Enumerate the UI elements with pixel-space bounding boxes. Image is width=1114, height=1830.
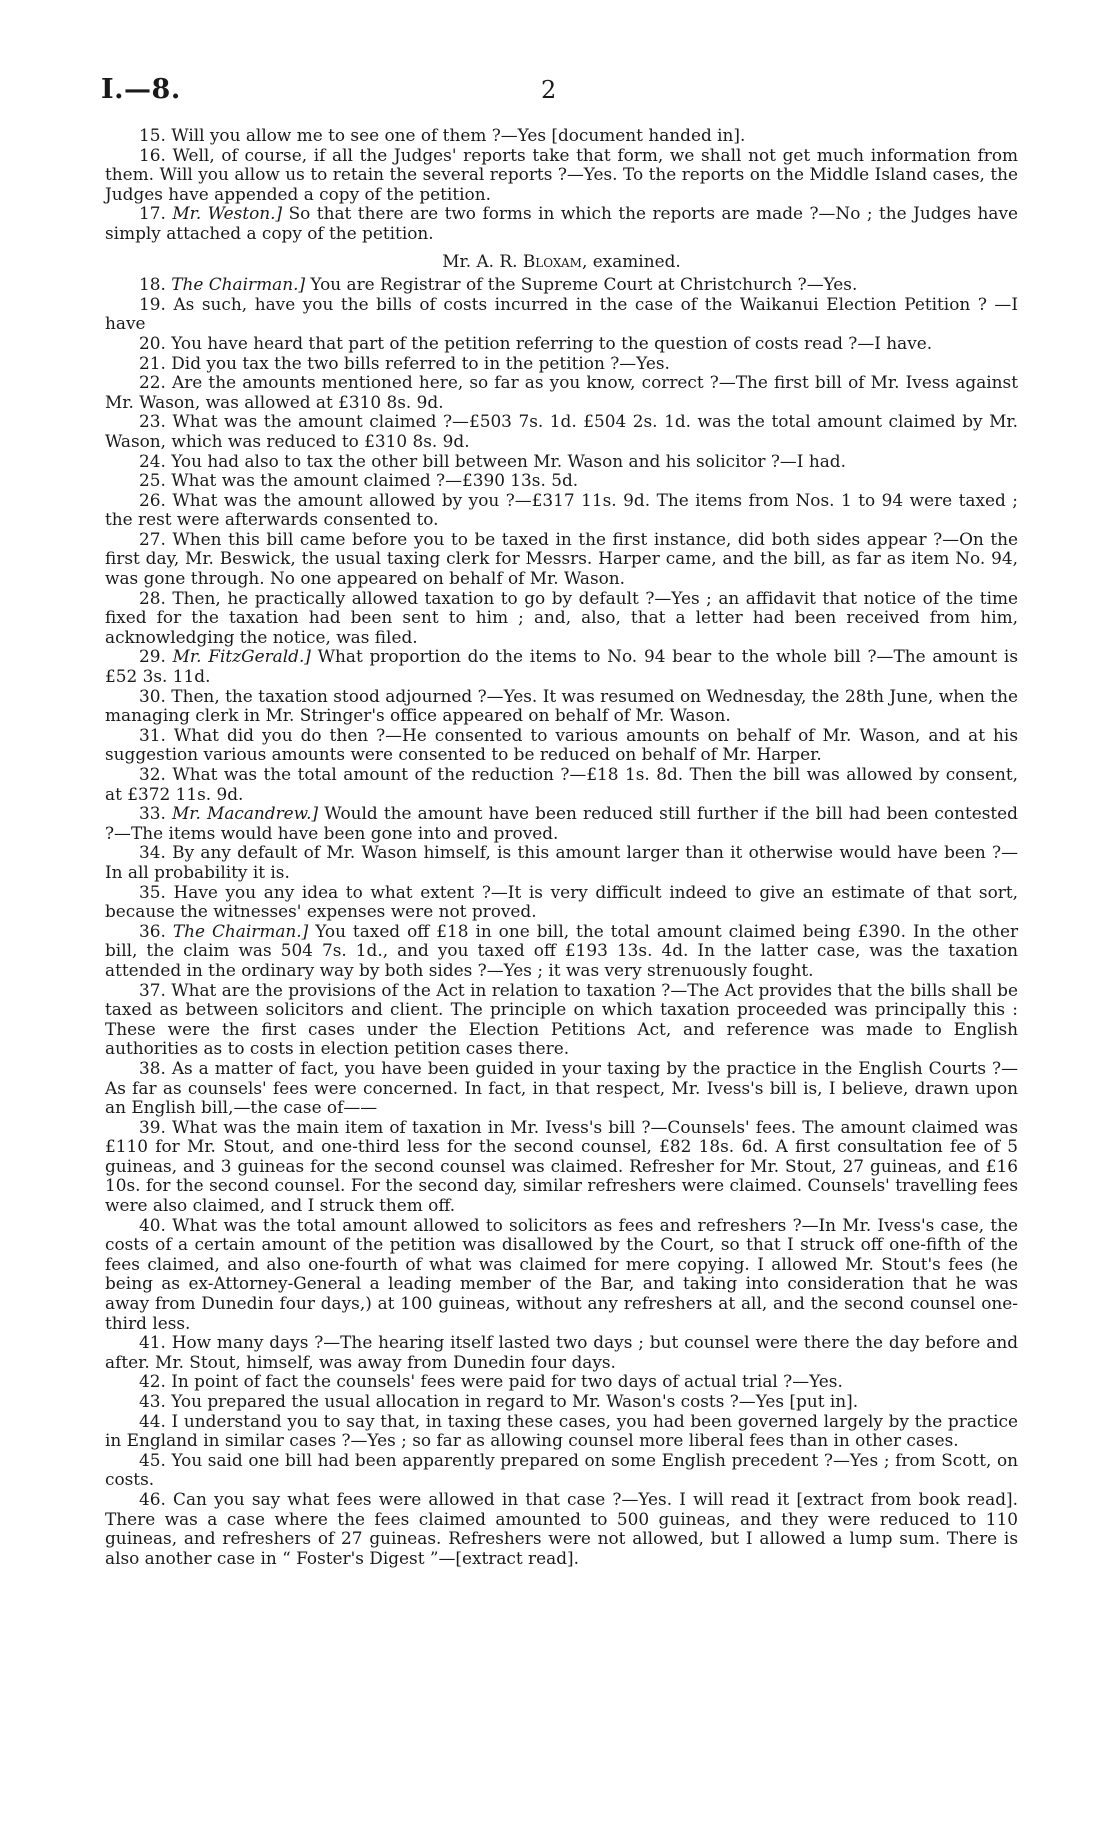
question-paragraph	[105, 981, 1018, 1059]
question-number: 18.	[139, 274, 166, 295]
question-paragraph	[105, 1118, 1018, 1216]
page-number: 2	[541, 76, 557, 104]
question-text: I understand you to say that, in taxing these cases, you had been governed largely by the practice in England in similar cases ?—Yes ; so far as allowing counsel more liberal fees than in other cases.	[105, 1410, 1018, 1451]
question-paragraph	[105, 491, 1018, 530]
examined-label: , examined.	[581, 250, 681, 271]
question-number: 41.	[139, 1332, 166, 1353]
question-number: 40.	[139, 1214, 166, 1235]
question-number: 43.	[139, 1391, 166, 1411]
question-paragraph	[105, 1059, 1018, 1118]
question-paragraph	[105, 726, 1018, 765]
question-number: 23.	[139, 411, 166, 432]
paper-reference: I.—8.	[101, 74, 181, 105]
question-text: What proportion do the items to No. 94 bear to the whole bill ?—The amount is £52 3s. 11d.	[105, 646, 1018, 687]
question-list-top	[105, 126, 1018, 244]
question-number: 16.	[139, 144, 166, 165]
question-paragraph	[105, 589, 1018, 648]
question-number: 33.	[139, 803, 166, 824]
question-number: 20.	[139, 332, 166, 353]
question-text: Would the amount have been reduced still further if the bill had been contested ?—The items would have been gone into and proved.	[105, 803, 1018, 843]
speaker-name: The Chairman.]	[172, 920, 309, 941]
question-paragraph	[105, 471, 1018, 491]
question-text: You taxed off £18 in one bill, the total amount claimed being £390. In the other bill, the claim was 504 7s. 1d., and you taxed off £193 13s. 4d. In the latter case, was the taxation attended in the ordinary way by both sides ?—Yes ; it was very strenuously fought.	[105, 920, 1019, 980]
question-paragraph	[105, 647, 1018, 686]
question-paragraph	[105, 204, 1018, 243]
question-paragraph	[105, 412, 1018, 451]
examination-heading	[105, 252, 1018, 272]
question-number: 26.	[139, 489, 166, 510]
question-number: 39.	[139, 1116, 166, 1137]
question-number: 22.	[139, 372, 166, 393]
question-text: What was the total amount allowed to solicitors as fees and refreshers ?—In Mr. Ivess's case, the costs of a certain amount of the petition was disallowed by the Court, so that I struck off one-fifth of the fees claimed, and also one-fourth of what was claimed for mere copying. I allowed Mr. Stout's fees (he being as ex-Attorney-General a leading member of the Bar, and taking into consideration that he was away from Dunedin four days,) at 100 guineas, without any refreshers at all, and the second counsel one-third less.	[105, 1214, 1018, 1333]
question-paragraph	[105, 334, 1018, 354]
question-text: As such, have you the bills of costs incurred in the case of the Waikanui Election Petition ? —I have	[105, 293, 1018, 334]
question-text: Then, he practically allowed taxation to go by default ?—Yes ; an affidavit that notice of the time fixed for the taxation had been sent to him ; and, also, that a letter had been received from him, acknowledging the notice, was filed.	[105, 587, 1018, 647]
question-text: Then, the taxation stood adjourned ?—Yes. It was resumed on Wednesday, the 28th June, when the managing clerk in Mr. Stringer's office appeared on behalf of Mr. Wason.	[105, 685, 1018, 726]
question-number: 17.	[139, 203, 166, 224]
question-paragraph	[105, 843, 1018, 882]
document-body	[105, 126, 1018, 1568]
question-paragraph	[105, 922, 1018, 981]
question-paragraph	[105, 1412, 1018, 1451]
question-paragraph	[105, 530, 1018, 589]
question-text: What was the main item of taxation in Mr. Ivess's bill ?—Counsels' fees. The amount claimed was £110 for Mr. Stout, and one-third less for the second counsel, £82 18s. 6d. A first consultation fee of 5 guineas, and 3 guineas for the second counsel was claimed. Refresher for Mr. Stout, 27 guineas, and £16 10s. for the second counsel. For the second day, similar refreshers were claimed. Counsels' travelling fees were also claimed, and I struck them off.	[105, 1116, 1019, 1216]
question-number: 29.	[139, 646, 166, 667]
speaker-name: The Chairman.]	[171, 274, 306, 295]
question-text: You have heard that part of the petition referring to the question of costs read ?—I have.	[171, 332, 933, 353]
question-paragraph	[105, 1451, 1018, 1490]
question-paragraph	[105, 452, 1018, 472]
question-text: What was the amount allowed by you ?—£317 11s. 9d. The items from Nos. 1 to 94 were taxed ; the rest were afterwards consented to.	[105, 489, 1018, 530]
question-number: 24.	[139, 450, 166, 471]
question-text: Can you say what fees were allowed in that case ?—Yes. I will read it [extract from book read]. There was a case where the fees claimed amounted to 500 guineas, and they were reduced to 110 guineas, and refreshers of 27 guineas. Refreshers were not allowed, but I allowed a lump sum. There is also another case in “ Foster's Digest ”—[extract read].	[105, 1488, 1018, 1568]
question-number: 34.	[139, 842, 166, 863]
question-paragraph	[105, 275, 1018, 295]
question-text: What was the total amount of the reduction ?—£18 1s. 8d. Then the bill was allowed by consent, at £372 11s. 9d.	[105, 764, 1018, 804]
page-header	[101, 74, 1021, 114]
question-number: 45.	[139, 1449, 166, 1470]
question-number: 46.	[139, 1488, 166, 1509]
question-paragraph	[105, 146, 1018, 205]
question-text: In point of fact the counsels' fees were paid for two days of actual trial ?—Yes.	[171, 1371, 843, 1392]
question-text: When this bill came before you to be taxed in the first instance, did both sides appear ?—On the first day, Mr. Beswick, the usual taxing clerk for Messrs. Harper came, and the bill, as far as item No. 94, was gone through. No one appeared on behalf of Mr. Wason.	[105, 528, 1018, 589]
question-paragraph	[105, 765, 1018, 804]
question-number: 28.	[139, 587, 166, 608]
question-text: What are the provisions of the Act in relation to taxation ?—The Act provides that the bills shall be taxed as between solicitors and client. The principle on which taxation proceeded was principally this : These were the first cases under the Election Petitions Act, and reference was made to English authorities as to costs in election petition cases there.	[105, 979, 1018, 1059]
question-text: So that there are two forms in which the reports are made ?—No ; the Judges have simply attached a copy of the petition.	[105, 203, 1018, 243]
speaker-name: Mr. Macandrew.]	[172, 803, 319, 824]
question-paragraph	[105, 1372, 1018, 1392]
question-number: 21.	[139, 352, 166, 373]
question-number: 38.	[139, 1057, 166, 1078]
question-number: 35.	[139, 881, 166, 902]
question-number: 15.	[139, 125, 166, 145]
question-text: Are the amounts mentioned here, so far as you know, correct ?—The first bill of Mr. Ivess against Mr. Wason, was allowed at £310 8s. 9d.	[105, 372, 1018, 412]
question-list	[105, 275, 1018, 1568]
question-number: 25.	[139, 470, 166, 491]
question-paragraph	[105, 1216, 1018, 1334]
question-text: You are Registrar of the Supreme Court at Christchurch ?—Yes.	[310, 274, 858, 295]
question-text: Did you tax the two bills referred to in the petition ?—Yes.	[171, 352, 670, 373]
question-paragraph	[105, 883, 1018, 922]
question-number: 42.	[139, 1371, 166, 1392]
question-text: Will you allow me to see one of them ?—Yes [document handed in].	[171, 125, 746, 145]
question-text: You said one bill had been apparently prepared on some English precedent ?—Yes ; from Scott, on costs.	[105, 1449, 1018, 1490]
question-text: Have you any idea to what extent ?—It is very difficult indeed to give an estimate of that sort, because the witnesses' expenses were not proved.	[105, 881, 1019, 922]
question-number: 31.	[139, 724, 166, 745]
question-number: 27.	[139, 528, 166, 549]
question-text: What was the amount claimed ?—£390 13s. 5d.	[171, 470, 579, 491]
question-paragraph	[105, 1333, 1018, 1372]
question-text: As a matter of fact, you have been guided in your taxing by the practice in the English Courts ?—As far as counsels' fees were concerned. In fact, in that respect, Mr. Ivess's bill is, I believe, drawn upon an English bill,—the case of——	[105, 1057, 1018, 1118]
speaker-name: Mr. FitzGerald.]	[172, 646, 311, 667]
question-paragraph	[105, 295, 1018, 334]
question-text: Well, of course, if all the Judges' reports take that form, we shall not get much information from them. Will you allow us to retain the several reports ?—Yes. To the reports on the Middle Island cases, the Judges have appended a copy of the petition.	[105, 144, 1019, 204]
speaker-name: Mr. Weston.]	[172, 203, 283, 224]
question-number: 44.	[139, 1410, 166, 1431]
question-paragraph	[105, 1490, 1018, 1568]
question-text: You prepared the usual allocation in regard to Mr. Wason's costs ?—Yes [put in].	[171, 1391, 859, 1411]
question-paragraph	[105, 354, 1018, 374]
witness-name: Bloxam	[522, 250, 582, 271]
question-number: 37.	[139, 979, 166, 1000]
question-number: 30.	[139, 685, 166, 706]
question-text: How many days ?—The hearing itself lasted two days ; but counsel were there the day before and after. Mr. Stout, himself, was away from Dunedin four days.	[105, 1332, 1019, 1372]
question-text: By any default of Mr. Wason himself, is this amount larger than it otherwise would have been ?—In all probability it is.	[105, 842, 1018, 882]
question-paragraph	[105, 687, 1018, 726]
question-text: You had also to tax the other bill between Mr. Wason and his solicitor ?—I had.	[171, 450, 846, 471]
witness-title: Mr. A. R.	[442, 250, 518, 271]
question-paragraph	[105, 1392, 1018, 1412]
question-paragraph	[105, 373, 1018, 412]
question-text: What did you do then ?—He consented to various amounts on behalf of Mr. Wason, and at his suggestion various amounts were consented to be reduced on behalf of Mr. Harper.	[105, 724, 1018, 765]
question-number: 36.	[139, 920, 166, 941]
question-paragraph	[105, 804, 1018, 843]
question-number: 32.	[139, 764, 166, 784]
question-text: What was the amount claimed ?—£503 7s. 1d. £504 2s. 1d. was the total amount claimed by Mr. Wason, which was reduced to £310 8s. 9d.	[105, 411, 1019, 451]
question-number: 19.	[139, 293, 166, 314]
question-paragraph	[105, 126, 1018, 146]
